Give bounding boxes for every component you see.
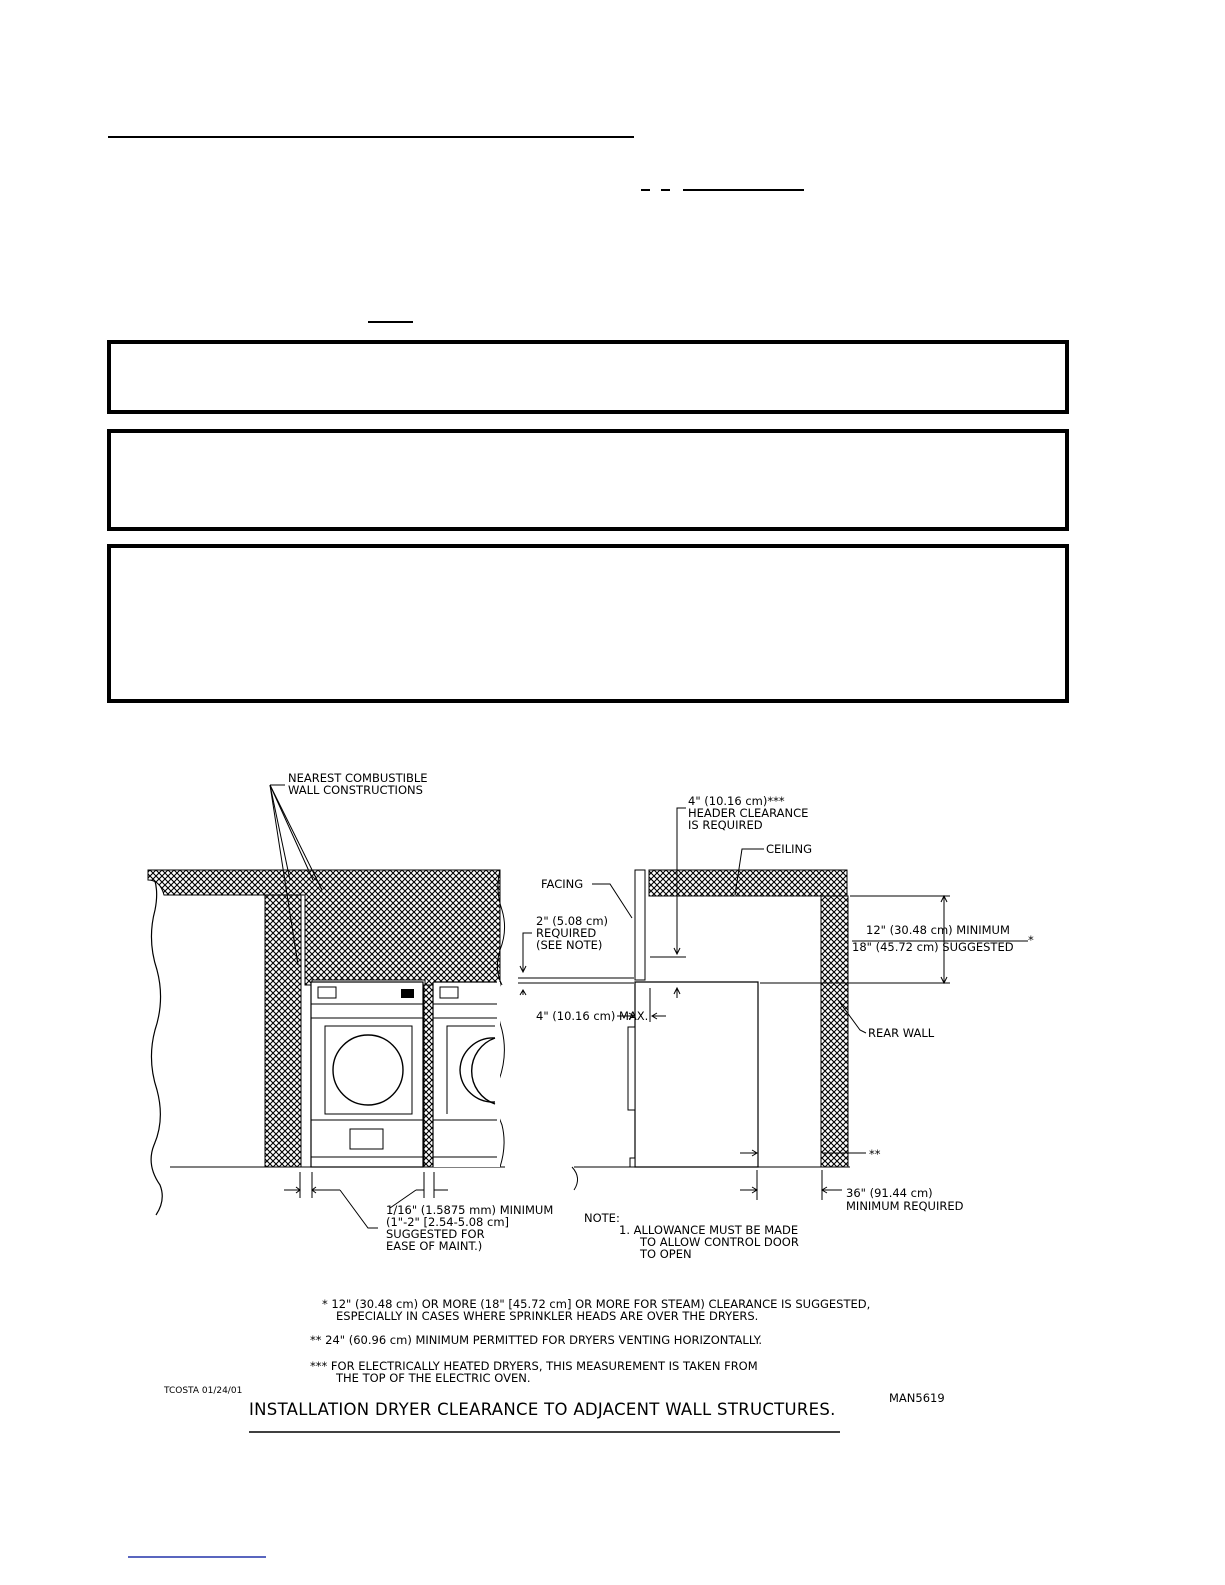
label-max: 4" (10.16 cm) MAX. — [536, 1009, 649, 1023]
footnotes — [163, 1297, 945, 1405]
label-36-2: MINIMUM REQUIRED — [846, 1199, 964, 1213]
label-minimum: 12" (30.48 cm) MINIMUM — [866, 923, 1010, 937]
label-header-2: HEADER CLEARANCE — [688, 806, 809, 820]
label-header-1: 4" (10.16 cm)*** — [688, 794, 785, 808]
label-gap-2: (1"-2" [2.54-5.08 cm] — [386, 1215, 510, 1229]
label-rear-wall: REAR WALL — [868, 1026, 935, 1040]
label-double-star: ** — [869, 1147, 881, 1161]
label-suggested: 18" (45.72 cm) SUGGESTED — [852, 940, 1014, 954]
footnote-1-line-1: * 12" (30.48 cm) OR MORE (18" [45.72 cm] OR MORE FOR STEAM) CLEARANCE IS SUGGESTED, — [322, 1297, 871, 1311]
dryer-side-profile — [635, 982, 758, 1167]
label-required-3: (SEE NOTE) — [536, 938, 603, 952]
dryer-unit-1 — [311, 982, 423, 1167]
note-1: NOTE: — [584, 1211, 620, 1225]
label-gap-3: SUGGESTED FOR — [386, 1227, 485, 1241]
facing-panel — [635, 870, 645, 980]
note-3: TO ALLOW CONTROL DOOR — [640, 1235, 799, 1249]
drawn-by: TCOSTA 01/24/01 — [164, 1386, 243, 1396]
right-view — [518, 794, 1034, 1261]
note-4: TO OPEN — [640, 1247, 692, 1261]
label-nearest-combustible-2: WALL CONSTRUCTIONS — [288, 783, 423, 797]
footnote-1-line-2: ESPECIALLY IN CASES WHERE SPRINKLER HEADS ARE OVER THE DRYERS. — [336, 1309, 759, 1323]
label-36-1: 36" (91.44 cm) — [846, 1186, 933, 1200]
break-line-left — [150, 870, 162, 1215]
ceiling-hatch-right — [649, 870, 847, 896]
label-gap-4: EASE OF MAINT.) — [386, 1239, 483, 1253]
label-single-star: * — [1028, 933, 1034, 947]
label-facing: FACING — [541, 877, 584, 891]
label-ceiling: CEILING — [766, 842, 812, 856]
dryer-unit-2 — [433, 982, 500, 1167]
divider-wall — [424, 985, 433, 1167]
diagram-title: INSTALLATION DRYER CLEARANCE TO ADJACENT WALL STRUCTURES. — [249, 1400, 836, 1419]
label-nearest-combustible-1: NEAREST COMBUSTIBLE — [288, 771, 428, 785]
footnote-3-line-1: *** FOR ELECTRICALLY HEATED DRYERS, THIS MEASUREMENT IS TAKEN FROM — [310, 1359, 758, 1373]
label-gap-1: 1/16" (1.5875 mm) MINIMUM — [386, 1203, 554, 1217]
left-view — [148, 771, 553, 1253]
rear-wall-hatch — [821, 896, 848, 1167]
note-2: 1. ALLOWANCE MUST BE MADE — [619, 1223, 799, 1237]
ceiling-hatch — [148, 870, 500, 985]
label-required-2: REQUIRED — [536, 926, 597, 940]
label-required-1: 2" (5.08 cm) — [536, 914, 609, 928]
drawing-id: MAN5619 — [889, 1391, 945, 1405]
footnote-3-line-2: THE TOP OF THE ELECTRIC OVEN. — [336, 1371, 531, 1385]
label-header-3: IS REQUIRED — [688, 818, 763, 832]
footnote-2-line-1: ** 24" (60.96 cm) MINIMUM PERMITTED FOR DRYERS VENTING HORIZONTALLY. — [310, 1333, 763, 1347]
left-wall-hatch — [265, 895, 301, 1167]
